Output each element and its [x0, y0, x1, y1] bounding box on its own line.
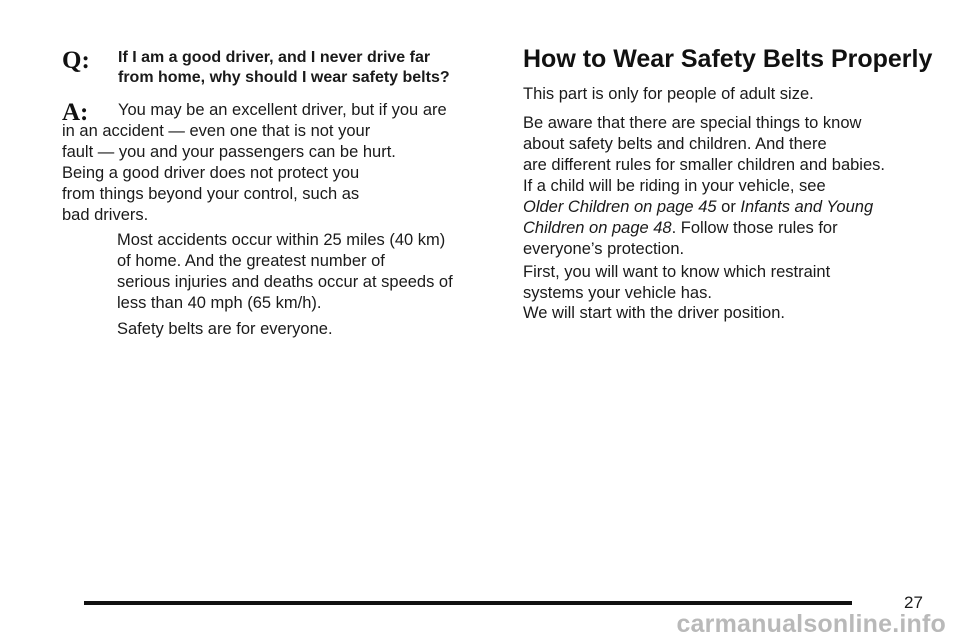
answer-line: bad drivers.: [62, 206, 149, 224]
section-paragraph-4: We will start with the driver position.: [523, 304, 785, 322]
answer-line: of home. And the greatest number of: [117, 252, 385, 270]
follow-rules-text: . Follow those rules for: [671, 219, 838, 237]
section-line: are different rules for smaller children and babies.: [523, 156, 885, 174]
answer-line-1: You may be an excellent driver, but if you are: [118, 101, 447, 119]
question-line-1: If I am a good driver, and I never drive far: [118, 49, 431, 66]
answer-paragraph-3: Safety belts are for everyone.: [117, 320, 333, 338]
section-paragraph-2: [523, 113, 923, 260]
section-line: systems your vehicle has.: [523, 284, 712, 302]
page-number: 27: [904, 593, 923, 612]
infants-young-children-link[interactable]: Infants and Young: [740, 198, 874, 216]
footer-rule: [84, 601, 852, 605]
answer-line: Being a good driver does not protect you: [62, 164, 360, 182]
section-line: Be aware that there are special things to know: [523, 114, 862, 132]
section-line: [523, 218, 923, 239]
answer-mark-label: A:: [62, 99, 89, 126]
infants-young-children-link-cont[interactable]: Children on page 48: [523, 219, 672, 237]
answer-block: [62, 100, 492, 226]
answer-line: Most accidents occur within 25 miles (40 km): [117, 231, 446, 249]
answer-line: from things beyond your control, such as: [62, 185, 360, 203]
section-paragraph-3: [523, 262, 923, 304]
answer-paragraph-1-rest: [62, 121, 492, 226]
question-mark-label: Q:: [62, 47, 90, 74]
section-line: First, you will want to know which restraint: [523, 263, 831, 281]
watermark: carmanualsonline.info: [676, 610, 946, 638]
answer-line: in an accident — even one that is not your: [62, 122, 371, 140]
older-children-link[interactable]: Older Children on page 45: [523, 198, 717, 216]
section-line: everyone’s protection.: [523, 240, 685, 258]
answer-line: serious injuries and deaths occur at speeds of: [117, 273, 453, 291]
section-line: about safety belts and children. And there: [523, 135, 827, 153]
answer-line: fault — you and your passengers can be hurt.: [62, 143, 396, 161]
question-text: [118, 48, 492, 88]
or-text: or: [721, 198, 736, 216]
section-line: [523, 197, 923, 218]
answer-paragraph-2: [117, 230, 497, 314]
section-heading: How to Wear Safety Belts Properly: [523, 45, 933, 73]
section-paragraph-1: This part is only for people of adult size.: [523, 85, 814, 103]
answer-line: less than 40 mph (65 km/h).: [117, 294, 322, 312]
question-line-2: from home, why should I wear safety belts?: [118, 69, 450, 86]
section-line: If a child will be riding in your vehicle, see: [523, 177, 826, 195]
question-block: [62, 48, 492, 88]
